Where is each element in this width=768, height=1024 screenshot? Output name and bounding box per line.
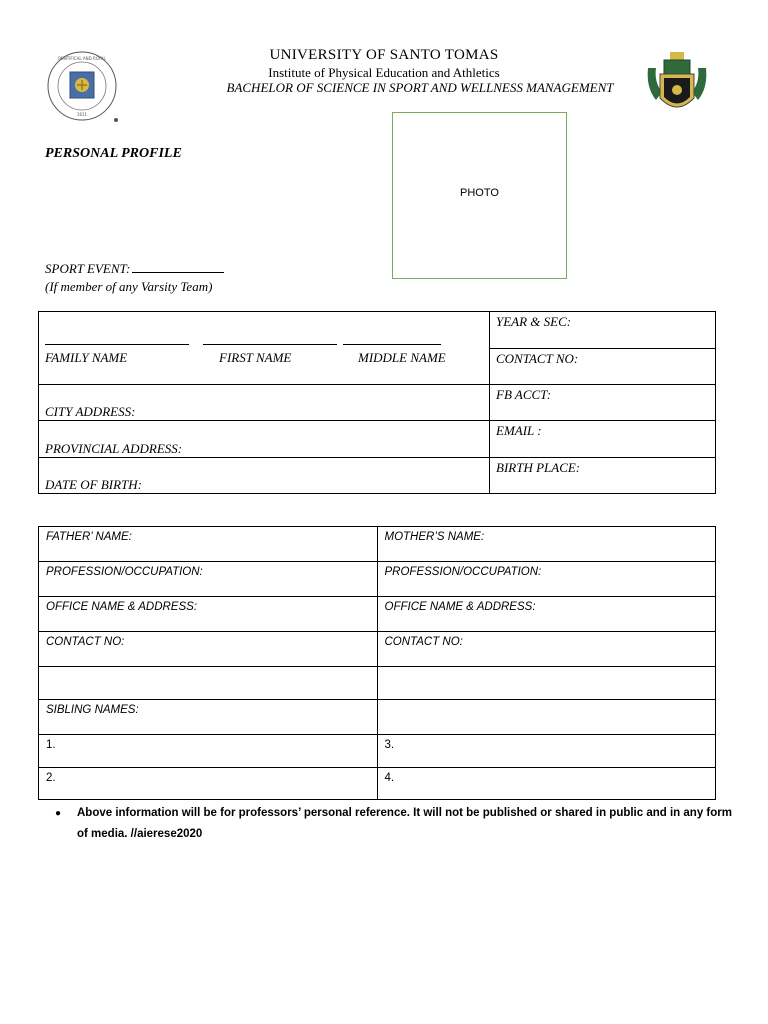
family-name-label: FAMILY NAME bbox=[45, 350, 128, 365]
full-name-cell[interactable] bbox=[39, 312, 490, 385]
sibling-1-label: 1. bbox=[46, 739, 56, 751]
blank-cell-right[interactable] bbox=[377, 667, 716, 700]
sport-event-note: (If member of any Varsity Team) bbox=[45, 279, 213, 294]
provincial-address-label: PROVINCIAL ADDRESS: bbox=[45, 440, 183, 456]
middle-name-line[interactable] bbox=[343, 343, 441, 345]
mother-contact-label: CONTACT NO: bbox=[384, 636, 463, 648]
mother-office-label: OFFICE NAME & ADDRESS: bbox=[384, 601, 536, 613]
svg-text:PONTIFICAL AND ROYAL: PONTIFICAL AND ROYAL bbox=[58, 56, 106, 61]
year-sec-label: YEAR & SEC: bbox=[496, 314, 572, 329]
father-name-cell[interactable] bbox=[39, 527, 378, 562]
mother-name-cell[interactable] bbox=[377, 527, 716, 562]
photo-box[interactable] bbox=[392, 112, 567, 279]
mother-contact-cell[interactable] bbox=[377, 632, 716, 667]
sibling-1-cell[interactable] bbox=[39, 735, 378, 768]
contact-no-cell[interactable] bbox=[490, 348, 716, 385]
provincial-address-cell[interactable] bbox=[39, 421, 490, 457]
mother-profession-cell[interactable] bbox=[377, 562, 716, 597]
father-office-cell[interactable] bbox=[39, 597, 378, 632]
city-address-cell[interactable] bbox=[39, 385, 490, 421]
bullet-icon: ● bbox=[55, 808, 62, 819]
father-contact-cell[interactable] bbox=[39, 632, 378, 667]
middle-name-label: MIDDLE NAME bbox=[358, 350, 446, 365]
photo-label: PHOTO bbox=[460, 186, 499, 199]
privacy-note bbox=[55, 803, 735, 845]
family-info-table bbox=[38, 526, 716, 800]
sibling-4-cell[interactable] bbox=[377, 768, 716, 800]
page-title: PERSONAL PROFILE bbox=[45, 146, 182, 161]
sport-event-field[interactable] bbox=[45, 261, 224, 277]
father-profession-cell[interactable] bbox=[39, 562, 378, 597]
father-profession-label: PROFESSION/OCCUPATION: bbox=[46, 566, 203, 578]
sibling-3-cell[interactable] bbox=[377, 735, 716, 768]
blank-cell-left[interactable] bbox=[39, 667, 378, 700]
mother-name-label: MOTHER’S NAME: bbox=[384, 531, 485, 543]
sibling-names-cell[interactable] bbox=[39, 700, 378, 735]
birth-place-cell[interactable] bbox=[490, 457, 716, 493]
father-contact-label: CONTACT NO: bbox=[46, 636, 125, 648]
father-name-label: FATHER’ NAME: bbox=[46, 531, 132, 543]
city-address-label: CITY ADDRESS: bbox=[45, 404, 136, 420]
contact-no-label: CONTACT NO: bbox=[496, 350, 579, 366]
personal-info-table bbox=[38, 311, 716, 494]
first-name-line[interactable] bbox=[203, 343, 337, 345]
sibling-names-blank-cell[interactable] bbox=[377, 700, 716, 735]
sibling-2-cell[interactable] bbox=[39, 768, 378, 800]
sibling-2-label: 2. bbox=[46, 772, 56, 784]
program-name: BACHELOR OF SCIENCE IN SPORT AND WELLNESS MANAGEMENT bbox=[226, 80, 614, 95]
privacy-note-text: Above information will be for professors’ personal reference. It will not be published or shared in public and in any form of media. //aierese2020 bbox=[77, 807, 732, 840]
fb-acct-cell[interactable] bbox=[490, 385, 716, 421]
year-sec-cell[interactable] bbox=[490, 312, 716, 349]
first-name-label: FIRST NAME bbox=[219, 350, 292, 365]
date-of-birth-cell[interactable] bbox=[39, 457, 490, 493]
sibling-4-label: 4. bbox=[384, 772, 395, 784]
birth-place-label: BIRTH PLACE: bbox=[496, 459, 581, 475]
mother-office-cell[interactable] bbox=[377, 597, 716, 632]
family-name-line[interactable] bbox=[45, 343, 189, 345]
svg-text:1611: 1611 bbox=[76, 112, 88, 117]
institute-name: Institute of Physical Education and Athletics bbox=[268, 65, 500, 80]
sport-event-blank[interactable] bbox=[132, 261, 224, 273]
sport-event-label: SPORT EVENT: bbox=[45, 261, 131, 276]
fb-acct-label: FB ACCT: bbox=[496, 387, 552, 402]
email-label: EMAIL : bbox=[496, 423, 542, 439]
email-cell[interactable] bbox=[490, 421, 716, 457]
sibling-names-label: SIBLING NAMES: bbox=[46, 704, 139, 716]
father-office-label: OFFICE NAME & ADDRESS: bbox=[46, 601, 198, 613]
sibling-3-label: 3. bbox=[384, 739, 395, 751]
date-of-birth-label: DATE OF BIRTH: bbox=[45, 477, 143, 493]
mother-profession-label: PROFESSION/OCCUPATION: bbox=[384, 566, 542, 578]
university-name: UNIVERSITY OF SANTO TOMAS bbox=[269, 47, 499, 63]
